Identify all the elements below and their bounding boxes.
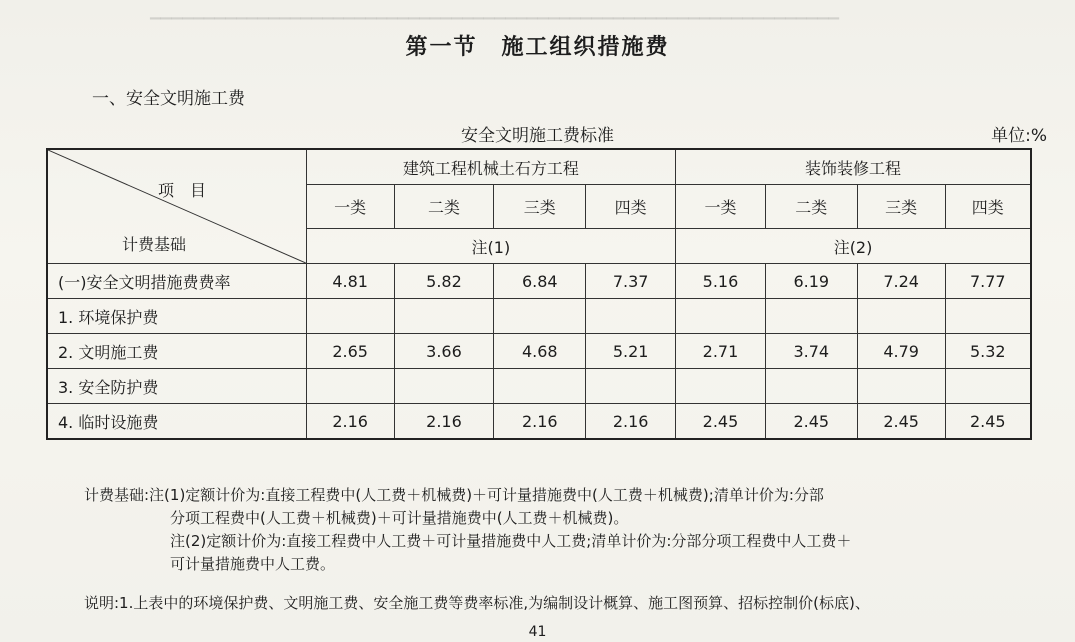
fee-table	[46, 148, 1032, 440]
class-header: 四类	[945, 185, 1031, 229]
row-label: 4. 临时设施费	[47, 404, 306, 440]
row-label: 3. 安全防护费	[47, 369, 306, 404]
note-line: 可计量措施费中人工费。	[170, 555, 336, 573]
table-cell: 7.24	[857, 264, 945, 299]
table-row	[47, 404, 1031, 440]
table-cell: 4.81	[306, 264, 394, 299]
table-cell	[945, 369, 1031, 404]
note-ref-2: 注(2)	[676, 229, 1031, 264]
table-cell: 2.16	[586, 404, 676, 440]
table-cell: 3.74	[765, 334, 857, 369]
header-diagonal-cell	[47, 149, 306, 264]
table-cell	[494, 299, 586, 334]
class-header: 一类	[306, 185, 394, 229]
note-line: 分项工程费中(人工费＋机械费)＋可计量措施费中(人工费＋机械费)。	[170, 509, 629, 527]
table-cell: 5.21	[586, 334, 676, 369]
table-cell	[586, 299, 676, 334]
table-cell	[857, 299, 945, 334]
table-cell	[394, 299, 494, 334]
section-title: 第一节 施工组织措施费	[405, 34, 670, 60]
table-cell: 7.37	[586, 264, 676, 299]
table-cell	[765, 369, 857, 404]
table-cell: 2.45	[945, 404, 1031, 440]
table-cell: 4.68	[494, 334, 586, 369]
table-cell: 3.66	[394, 334, 494, 369]
table-cell: 2.45	[765, 404, 857, 440]
page-number: 41	[528, 624, 547, 640]
table-cell: 6.84	[494, 264, 586, 299]
group-header-construction: 建筑工程机械土石方工程	[306, 149, 675, 185]
table-cell: 6.19	[765, 264, 857, 299]
row-label: (一)安全文明措施费费率	[47, 264, 306, 299]
table-cell: 5.82	[394, 264, 494, 299]
table-cell: 5.16	[676, 264, 766, 299]
table-cell	[676, 369, 766, 404]
table-cell: 2.45	[676, 404, 766, 440]
table-cell	[857, 369, 945, 404]
row-label: 1. 环境保护费	[47, 299, 306, 334]
row-label: 2. 文明施工费	[47, 334, 306, 369]
table-cell: 7.77	[945, 264, 1031, 299]
fee-basis-notes	[84, 484, 851, 576]
table-cell	[394, 369, 494, 404]
table-caption: 安全文明施工费标准	[461, 126, 614, 146]
note-line: 计费基础:注(1)定额计价为:直接工程费中(人工费＋机械费)＋可计量措施费中(人工费＋机械费);清单计价为:分部	[84, 486, 824, 504]
table-cell: 5.32	[945, 334, 1031, 369]
note-ref-1: 注(1)	[306, 229, 675, 264]
class-header: 四类	[586, 185, 676, 229]
class-header: 一类	[676, 185, 766, 229]
class-header: 三类	[494, 185, 586, 229]
table-cell: 2.16	[494, 404, 586, 440]
table-cell	[945, 299, 1031, 334]
header-basis-label: 计费基础	[122, 235, 187, 254]
table-row	[47, 369, 1031, 404]
table-cell: 2.65	[306, 334, 394, 369]
table-cell	[306, 369, 394, 404]
group-header-decoration: 装饰装修工程	[676, 149, 1031, 185]
table-unit: 单位:%	[991, 126, 1047, 146]
sub-heading: 一、安全文明施工费	[92, 89, 245, 109]
header-item-label: 项 目	[158, 181, 207, 200]
table-cell	[494, 369, 586, 404]
table-cell	[765, 299, 857, 334]
explanation-text: 说明:1.上表中的环境保护费、文明施工费、安全施工费等费率标准,为编制设计概算、施工图预算、招标控制价(标底)、	[84, 594, 870, 612]
table-row	[47, 299, 1031, 334]
class-header: 二类	[394, 185, 494, 229]
class-header: 三类	[857, 185, 945, 229]
table-row	[47, 264, 1031, 299]
table-cell	[586, 369, 676, 404]
class-header: 二类	[765, 185, 857, 229]
bleed-through-texture: ▁▁▁▁▁▁▁▁▁▁▁▁▁▁▁▁▁▁▁▁▁▁▁▁▁▁▁▁▁▁▁▁▁▁▁▁▁▁▁▁▁▁▁▁▁▁▁▁▁▁▁▁▁▁▁▁▁▁▁▁▁▁▁▁	[150, 4, 840, 20]
table-cell: 2.45	[857, 404, 945, 440]
table-cell: 2.16	[394, 404, 494, 440]
table-cell	[676, 299, 766, 334]
table-cell: 4.79	[857, 334, 945, 369]
table-cell: 2.16	[306, 404, 394, 440]
table-cell: 2.71	[676, 334, 766, 369]
table-row	[47, 334, 1031, 369]
note-line: 注(2)定额计价为:直接工程费中人工费＋可计量措施费中人工费;清单计价为:分部分项工程费中人工费＋	[170, 532, 852, 550]
table-cell	[306, 299, 394, 334]
